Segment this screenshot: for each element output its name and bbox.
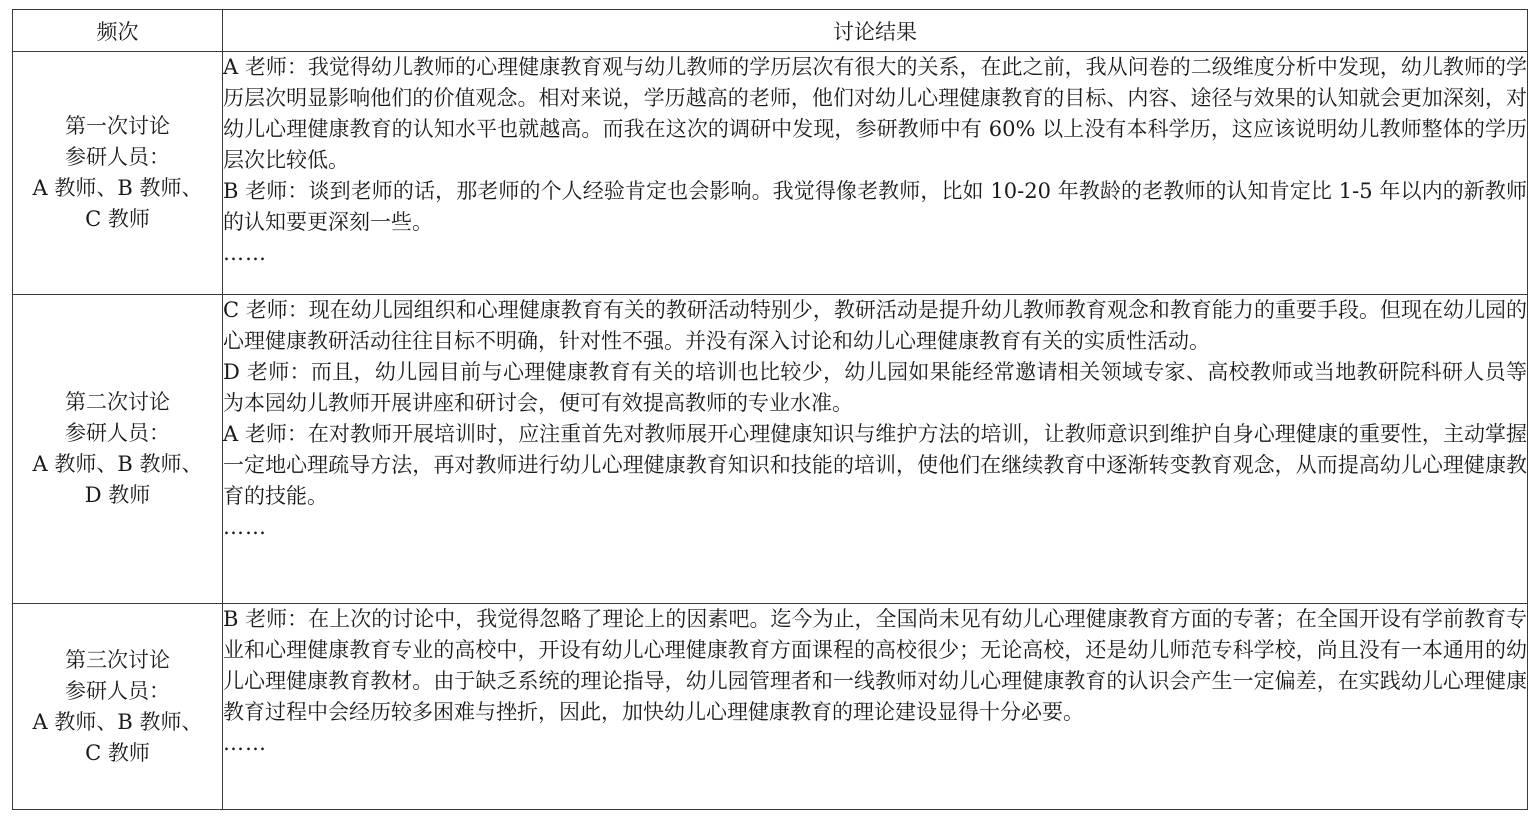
members-line: C 教师 (85, 207, 150, 231)
result-cell (223, 295, 1528, 604)
members-label: 参研人员： (65, 145, 170, 169)
statement-paragraph: A 老师：在对教师开展培训时，应注重首先对教师展开心理健康知识与维护方法的培训，让教师意识到维护自身心理健康的重要性，主动掌握一定地心理疏导方法，再对教师进行幼儿心理健康教育知识和技能的培训，使他们在继续教育中逐渐转变教育观念，从而提高幼儿心理健康教育的技能。 (223, 422, 1527, 508)
session-title: 第三次讨论 (65, 647, 170, 672)
statement-paragraph: D 老师：而且，幼儿园目前与心理健康教育有关的培训也比较少，幼儿园如果能经常邀请相关领域专家、高校教师或当地教研院科研人员等为本园幼儿教师开展讲座和研讨会，便可有效提高教师的专业水准。 (223, 360, 1527, 415)
members-line: C 教师 (85, 740, 150, 765)
session-cell (13, 604, 223, 810)
table-row (13, 604, 1528, 810)
table-row (13, 295, 1528, 604)
ellipsis: …… (223, 241, 267, 265)
members-line: D 教师 (84, 483, 151, 507)
result-cell (223, 604, 1528, 810)
header-frequency: 频次 (13, 10, 223, 52)
ellipsis: …… (223, 515, 267, 539)
statement-paragraph: A 老师：我觉得幼儿教师的心理健康教育观与幼儿教师的学历层次有很大的关系，在此之前，我从问卷的二级维度分析中发现，幼儿教师的学历层次明显影响他们的价值观念。相对来说，学历越高的老师，他们对幼儿心理健康教育的目标、内容、途径与效果的认知就会更加深刻，对幼儿心理健康教育的认知水平也就越高。而我在这次的调研中发现，参研教师中有 60% 以上没有本科学历，这应该说明幼儿教师整体的学历层次比较低。 (223, 55, 1527, 172)
session-title: 第一次讨论 (65, 114, 170, 138)
session-title: 第二次讨论 (65, 390, 170, 414)
session-cell (13, 295, 223, 604)
members-label: 参研人员： (65, 678, 170, 703)
statement-paragraph: B 老师：在上次的讨论中，我觉得忽略了理论上的因素吧。迄今为止，全国尚未见有幼儿心理健康教育方面的专著；在全国开设有学前教育专业和心理健康教育专业的高校中，开设有幼儿心理健康教育方面课程的高校很少；无论高校，还是幼儿师范专科学校，尚且没有一本通用的幼儿心理健康教育教材。由于缺乏系统的理论指导，幼儿园管理者和一线教师对幼儿心理健康教育的认识会产生一定偏差，在实践幼儿心理健康教育过程中会经历较多困难与挫折，因此，加快幼儿心理健康教育的理论建设显得十分必要。 (223, 607, 1527, 724)
header-discussion-results: 讨论结果 (223, 10, 1528, 52)
members-line: A 教师、B 教师、 (32, 709, 203, 734)
session-cell (13, 52, 223, 295)
ellipsis: …… (223, 731, 267, 755)
table-row (13, 52, 1528, 295)
statement-paragraph: B 老师：谈到老师的话，那老师的个人经验肯定也会影响。我觉得像老教师，比如 10-20 年教龄的老教师的认知肯定比 1-5 年以内的新教师的认知要更深刻一些。 (223, 179, 1527, 234)
members-label: 参研人员： (65, 421, 170, 445)
members-line: A 教师、B 教师、 (32, 176, 203, 200)
statement-paragraph: C 老师：现在幼儿园组织和心理健康教育有关的教研活动特别少，教研活动是提升幼儿教师教育观念和教育能力的重要手段。但现在幼儿园的心理健康教研活动往往目标不明确，针对性不强。并没有深入讨论和幼儿心理健康教育有关的实质性活动。 (223, 298, 1527, 353)
members-line: A 教师、B 教师、 (32, 452, 203, 476)
discussion-results-table (12, 9, 1528, 810)
result-cell (223, 52, 1528, 295)
table-header-row (13, 10, 1528, 52)
